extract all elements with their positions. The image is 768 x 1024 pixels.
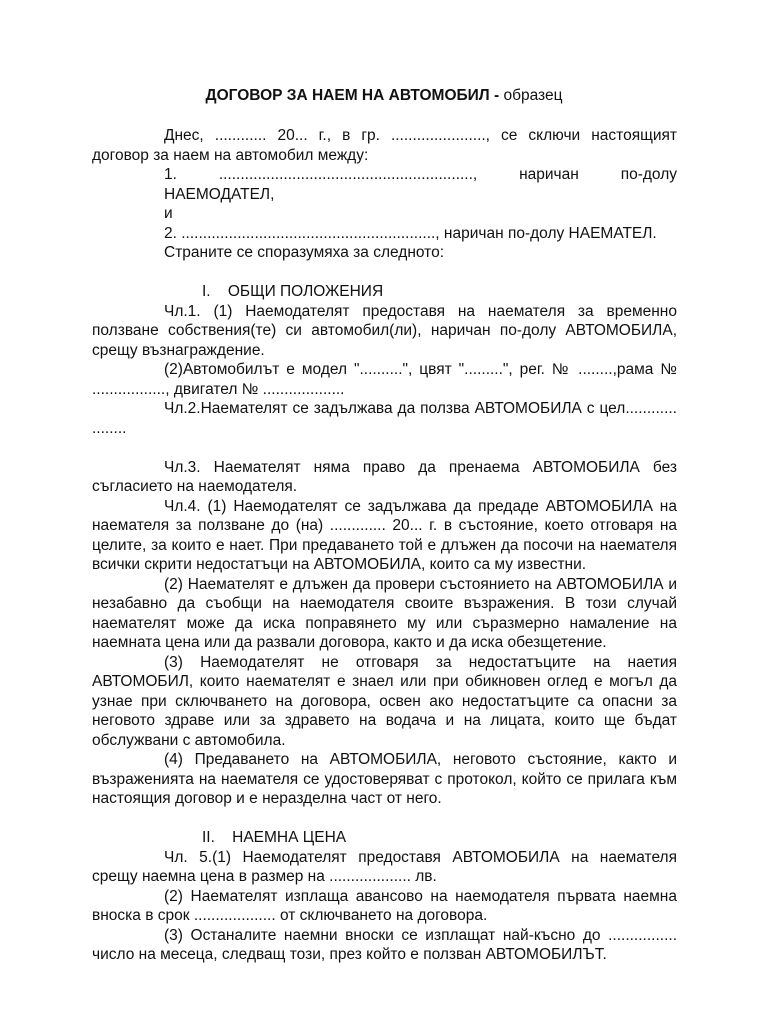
clause-5-1: Чл. 5.(1) Наемодателят предоставя АВТОМОБИЛА на наемателя срещу наемна цена в размер на ................... лв. xyxy=(92,848,677,885)
document-title xyxy=(0,86,768,106)
clause-1-1: Чл.1. (1) Наемодателят предоставя на наемателя за временно ползване собствения(те) си автомобил(ли), наричан по-долу АВТОМОБИЛА, срещу възнаграждение. xyxy=(92,302,677,359)
party-one-line: 1. ..........................................................., наричан по-долу НАЕМОДАТЕЛ, xyxy=(164,166,677,203)
agreement-line: Страните се споразумяха за следното: xyxy=(164,244,445,261)
clause-4-2: (2) Наемателят е длъжен да провери състоянието на АВТОМОБИЛА и незабавно да съобщи на наемодателя своите възражения. В този случай наемателят може да иска поправянето му или съразмерно намаление на наемната цена или да развали договора, както и да иска обезщетение. xyxy=(92,575,677,651)
clause-3: Чл.3. Наемателят няма право да пренаема АВТОМОБИЛА без съгласието на наемодателя. xyxy=(92,458,677,495)
section-heading-general: I. ОБЩИ ПОЛОЖЕНИЯ xyxy=(202,283,384,300)
clause-4-1: Чл.4. (1) Наемодателят се задължава да предаде АВТОМОБИЛА на наемателя за ползване до (на) ............. 20... г. в състояние, което отговаря на целите, за които е нает. При предаването той е длъжен да посочи на наемателя всички скрити недостатъци на АВТОМОБИЛА, които са му известни. xyxy=(92,497,677,573)
section-heading-rent: II. НАЕМНА ЦЕНА xyxy=(202,829,347,846)
clause-4-4: (4) Предаването на АВТОМОБИЛА, неговото състояние, както и възраженията на наемателя се удостоверяват с протокол, който се прилага към настоящия договор и е неразделна част от него. xyxy=(92,751,677,807)
conjunction-line: и xyxy=(164,205,173,222)
title-main: ДОГОВОР ЗА НАЕМ НА АВТОМОБИЛ - xyxy=(205,87,500,104)
clause-1-2: (2)Автомобилът е модел "..........", цвят ".........", рег. № ........,рама № ................., двигател № ................... xyxy=(92,361,677,398)
clause-2: Чл.2.Наемателят се задължава да ползва АВТОМОБИЛА с цел............ ........ xyxy=(92,400,677,437)
document-body xyxy=(92,126,677,965)
title-suffix: образец xyxy=(503,87,563,104)
clause-5-2: (2) Наемателят изплаща авансово на наемодателя първата наемна вноска в срок ................... от сключването на договора. xyxy=(92,887,677,924)
clause-4-3: (3) Наемодателят не отговаря за недостатъците на наетия АВТОМОБИЛ, които наемателят е знаел или при обикновен оглед е могъл да узнае при сключването на договора, освен ако недостатъците са опасни за неговото здраве или за здравето на водача и на лицата, които ще бъдат обслужвани с автомобила. xyxy=(92,653,677,749)
party-two-line: 2. ..........................................................., наричан по-долу НАЕМАТЕЛ. xyxy=(164,224,657,242)
clause-5-3: (3) Останалите наемни вноски се изплащат най-късно до ................ число на месеца, следващ този, през който е ползван АВТОМОБИЛЪТ. xyxy=(92,926,677,963)
intro-paragraph: Днес, ............ 20... г., в гр. ......................, се сключи настоящият договор за наем на автомобил между: xyxy=(92,127,677,164)
